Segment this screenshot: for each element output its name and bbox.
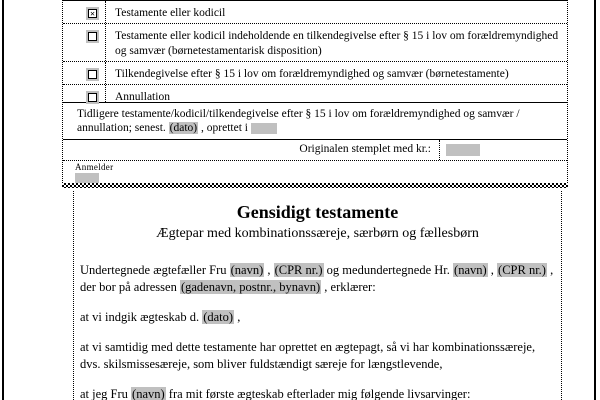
form-row-tilkendegivelse: [63, 62, 567, 85]
document-subtitle: Ægtepar med kombinationssæreje, særbørn og fællesbørn: [156, 226, 479, 241]
text-segment: , der bor på adressen: [80, 263, 554, 294]
form-field-placeholder[interactable]: [251, 123, 277, 134]
text-segment: , erklærer:: [321, 280, 376, 294]
text-segment: , oprettet i: [198, 122, 251, 134]
form-field-placeholder[interactable]: (dato): [203, 310, 234, 324]
checkbox-cell: [63, 62, 106, 84]
previous-testament-row: [63, 103, 567, 140]
stamp-label: Originalen stemplet med kr.:: [299, 143, 431, 155]
text-segment: at vi samtidig med dette testamente har oprettet en ægtepagt, så vi har kombinationssæreje, dvs. skilsmissesæreje, som bliver fuldstændigt særeje for længstlevende,: [80, 340, 536, 371]
form-field-placeholder[interactable]: (gadenavn, postnr., bynavn): [180, 280, 321, 294]
testament-type-form: [62, 0, 568, 183]
checkbox-empty: [88, 32, 97, 41]
checkbox-check-mark: ✕: [88, 9, 97, 18]
text-segment: og medundertegnede Hr.: [323, 263, 454, 277]
text-segment: at jeg Fru: [80, 387, 132, 400]
text-segment: ,: [234, 310, 241, 324]
checkbox-empty: [88, 93, 97, 102]
form-row-testamente-tilkendegivelse: [63, 24, 567, 62]
checkbox-label: Testamente eller kodicil indeholdende en tilkendegivelse efter § 15 i lov om forældremyndighed og samvær (børnetestamentarisk disposition): [115, 30, 559, 57]
paragraph-livsarvinger: [80, 386, 555, 400]
text-segment: fra mit første ægteskab efterlader mig følgende livsarvinger:: [165, 387, 471, 400]
anmelder-row: [63, 161, 567, 183]
checkbox-empty: [88, 70, 97, 79]
checkbox-label: Testamente eller kodicil: [115, 7, 226, 19]
text-segment: ,: [264, 263, 274, 277]
document-page: [73, 191, 562, 400]
checkbox-icon[interactable]: [86, 91, 99, 104]
checkbox-icon[interactable]: [86, 68, 99, 81]
form-field-placeholder[interactable]: (navn): [132, 387, 165, 400]
stamp-row: [63, 140, 567, 161]
form-row-testamente: [63, 1, 567, 24]
form-field-placeholder[interactable]: (navn): [454, 263, 487, 277]
checkbox-label: Tilkendegivelse efter § 15 i lov om forældremyndighed og samvær (børnetestamente): [115, 68, 509, 80]
paragraph-aegtepagt: [80, 339, 555, 373]
form-field-placeholder[interactable]: (navn): [230, 263, 264, 277]
text-segment: at vi indgik ægteskab d.: [80, 310, 203, 324]
checkbox-cell: [63, 1, 106, 23]
stamp-value-cell: [439, 140, 567, 160]
form-field-placeholder[interactable]: (dato): [169, 122, 198, 134]
page-edge-right: [594, 0, 596, 400]
form-field-placeholder[interactable]: (CPR nr.): [274, 263, 323, 277]
form-field-placeholder[interactable]: (CPR nr.): [498, 263, 546, 277]
form-row-annullation: [63, 85, 567, 103]
paragraph-undertegnede: [80, 262, 555, 296]
checkbox-label: Annullation: [115, 91, 170, 103]
paragraph-aegteskab: [80, 309, 555, 326]
section-break-line: [62, 183, 568, 188]
checkbox-icon[interactable]: [86, 30, 99, 43]
anmelder-label: Anmelder: [75, 162, 114, 172]
document-title: Gensidigt testamente: [236, 202, 399, 222]
checkbox-cell: [63, 85, 106, 102]
text-segment: ,: [487, 263, 498, 277]
text-segment: Tidligere testamente/kodicil/tilkendegivelse efter § 15 i lov om forældremyndighed og samvær / annullation; senest.: [77, 108, 520, 134]
page-edge-left: [2, 0, 4, 400]
stamp-amount-field[interactable]: [446, 144, 480, 156]
text-segment: Undertegnede ægtefæller Fru: [80, 263, 230, 277]
checkbox-checked-icon[interactable]: [86, 7, 99, 20]
checkbox-cell: [63, 24, 106, 61]
